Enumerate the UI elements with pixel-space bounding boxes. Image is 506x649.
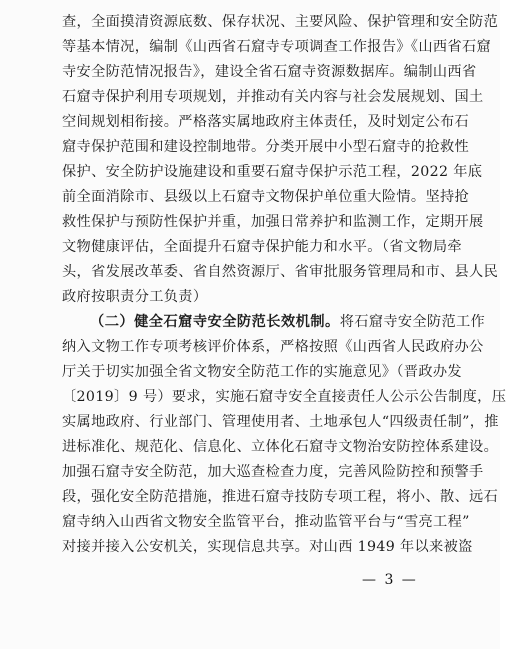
body-text	[62, 10, 506, 560]
text-line: 空间规划相衔接。严格落实属地政府主体责任，及时划定公布石	[62, 114, 470, 130]
text-line: 厅关于切实加强全省文物安全防范工作的实施意见》（晋政办发	[62, 364, 462, 380]
section-heading: （二）健全石窟寺安全防范长效机制。	[90, 314, 340, 330]
text-line: 实属地政府、行业部门、管理使用者、土地承包人“四级责任制”，推	[62, 414, 499, 430]
text-line: 石窟寺保护利用专项规划，并推动有关内容与社会发展规划、国土	[62, 89, 484, 105]
text-line: 救性保护与预防性保护并重，加强日常养护和监测工作，定期开展	[62, 214, 484, 230]
text-line: 前全面消除市、县级以上石窟寺文物保护单位重大险情。坚持抢	[62, 189, 470, 205]
text-line: 对接并接入公安机关，实现信息共享。对山西 1949 年以来被盗	[62, 539, 473, 555]
text-line: 政府按职责分工负责）	[62, 289, 208, 305]
text-line: 查，全面摸清资源底数、保存状况、主要风险、保护管理和安全防范	[62, 14, 499, 30]
text-line: 段，强化安全防范措施，推进石窟寺技防专项工程，将小、散、远石	[62, 489, 499, 505]
text-line: 窟寺纳入山西省文物安全监管平台，推动监管平台与“雪亮工程”	[62, 514, 470, 530]
section-heading-line	[62, 310, 486, 335]
text-line: 〔2019〕9 号）要求，实施石窟寺安全直接责任人公示公告制度，压	[62, 389, 506, 405]
page-number: — 3 —	[362, 572, 418, 588]
text-line: 窟寺保护范围和建设控制地带。分类开展中小型石窟寺的抢救性	[62, 139, 470, 155]
text-line: 加强石窟寺安全防范，加大巡查检查力度，完善风险防控和预警手	[62, 464, 484, 480]
text-line: 保护、安全防护设施建设和重要石窟寺保护示范工程，2022 年底	[62, 164, 483, 180]
heading-line-rest: 将石窟寺安全防范工作	[339, 314, 486, 330]
text-line: 文物健康评估，全面提升石窟寺保护能力和水平。（省文物局牵	[62, 239, 462, 255]
text-line: 等基本情况，编制《山西省石窟寺专项调查工作报告》《山西省石窟	[62, 39, 492, 55]
text-line: 纳入文物工作专项考核评价体系，严格按照《山西省人民政府办公	[62, 339, 484, 355]
text-line: 进标准化、规范化、信息化、立体化石窟寺文物治安防控体系建设。	[62, 439, 499, 455]
text-line: 头，省发展改革委、省自然资源厅、省审批服务管理局和市、县人民	[62, 264, 499, 280]
text-line: 寺安全防范情况报告》，建设全省石窟寺资源数据库。编制山西省	[62, 64, 477, 80]
